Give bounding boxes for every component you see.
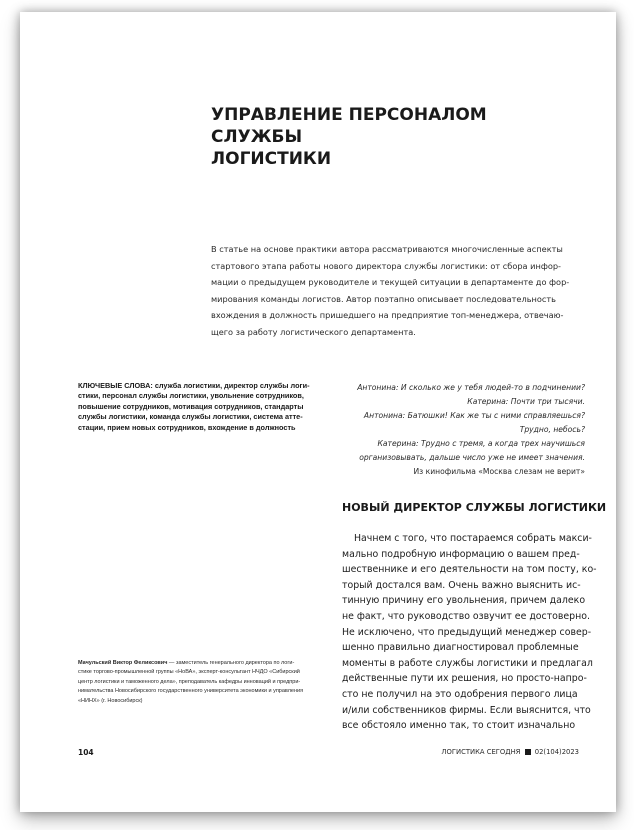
body-text <box>342 531 597 734</box>
abstract <box>211 241 581 341</box>
body-line: моменты в работе службы логистики и предлагал <box>342 657 593 669</box>
title-line: УПРАВЛЕНИЕ ПЕРСОНАЛОМ СЛУЖБЫ <box>211 105 487 147</box>
body-line: действенные пути их решения, но просто-напро- <box>342 673 587 685</box>
article-title <box>211 104 571 170</box>
body-line: шественнике и его деятельности на том посту, ко- <box>342 564 597 576</box>
abstract-line: стартового этапа работы нового директора службы логистики: от сбора инфор- <box>211 260 561 271</box>
keywords <box>78 381 323 433</box>
body-line: Не исключено, что предыдущий менеджер совер- <box>342 626 592 638</box>
author-name: Мачульский Виктор Феликсович <box>78 660 168 666</box>
body-line: сто не получил на это одобрения первого лица <box>342 688 578 700</box>
author-line: центр логистики и таможенного дела», преподаватель кафедры инноваций и предпри- <box>78 678 301 685</box>
page-number: 104 <box>78 748 94 757</box>
keywords-line: стации, прием новых сотрудников, вхождение в должность <box>78 422 296 432</box>
author-line: стике торгово-промышленной группы «НоВА», эксперт-консультант НЧДО «Сибирский <box>78 669 300 676</box>
title-line: ЛОГИСТИКИ <box>211 149 332 169</box>
body-line: торый достался вам. Очень важно выяснить ис- <box>342 579 581 591</box>
epigraph-line: Антонина: Батюшки! Как же ты с ними справляешься? <box>363 411 585 420</box>
epigraph <box>330 381 585 479</box>
journal-footer <box>441 748 579 756</box>
square-separator-icon <box>525 749 531 755</box>
abstract-line: В статье на основе практики автора рассматриваются многочисленные аспекты <box>211 244 563 254</box>
epigraph-line: Антонина: И сколько же у тебя людей-то в подчинении? <box>357 383 585 392</box>
abstract-line: вхождения в должность пришедшего на предприятие топ-менеджера, отвечаю- <box>211 310 564 321</box>
author-line: «НИНХ» (г. Новосибирск) <box>78 697 143 704</box>
body-line: шенно правильно диагностировал проблемные <box>342 642 579 654</box>
body-line: не факт, что руководство озвучит ее достоверно. <box>342 610 590 622</box>
author-info <box>78 659 333 706</box>
keywords-line: стики, персонал службы логистики, увольнение сотрудников, <box>78 391 304 401</box>
epigraph-line: Трудно, небось? <box>519 425 585 434</box>
journal-issue: 02(104)2023 <box>534 748 579 756</box>
body-line: мально подробную информацию о вашем пред- <box>342 548 580 560</box>
author-line: нимательства Новосибирского государственного университета экономики и управления <box>78 688 304 695</box>
body-line: и/или собственников фирмы. Если выяснится, что <box>342 704 591 716</box>
keywords-line: повышение сотрудников, мотивация сотрудников, стандарты <box>78 401 304 411</box>
section-title: НОВЫЙ ДИРЕКТОР СЛУЖБЫ ЛОГИСТИКИ <box>342 501 607 514</box>
body-line: тинную причину его увольнения, причем далеко <box>342 595 586 607</box>
journal-name: ЛОГИСТИКА СЕГОДНЯ <box>441 748 521 756</box>
epigraph-source: Из кинофильма «Москва слезам не верит» <box>413 467 585 476</box>
abstract-line: мирования команды логистов. Автор поэтапно описывает последовательность <box>211 293 556 304</box>
epigraph-line: организовывать, дальше число уже не имеет значения. <box>359 453 585 462</box>
abstract-line: мации о предыдущем руководителе и текущей ситуации в департаменте до фор- <box>211 277 570 288</box>
epigraph-line: Катерина: Почти три тысячи. <box>467 397 585 406</box>
abstract-line: щего за работу логистического департамента. <box>211 326 416 337</box>
body-line: все обстояло именно так, то стоит изначально <box>342 720 576 732</box>
body-line: Начнем с того, что постараемся собрать макси- <box>354 533 592 544</box>
keywords-line: службы логистики, команда службы логистики, система атте- <box>78 412 303 422</box>
author-line: — заместитель генерального директора по логи- <box>167 660 295 666</box>
epigraph-line: Катерина: Трудно с тремя, а когда трех научишься <box>377 439 585 448</box>
keywords-line: КЛЮЧЕВЫЕ СЛОВА: служба логистики, директор службы логи- <box>78 381 310 390</box>
